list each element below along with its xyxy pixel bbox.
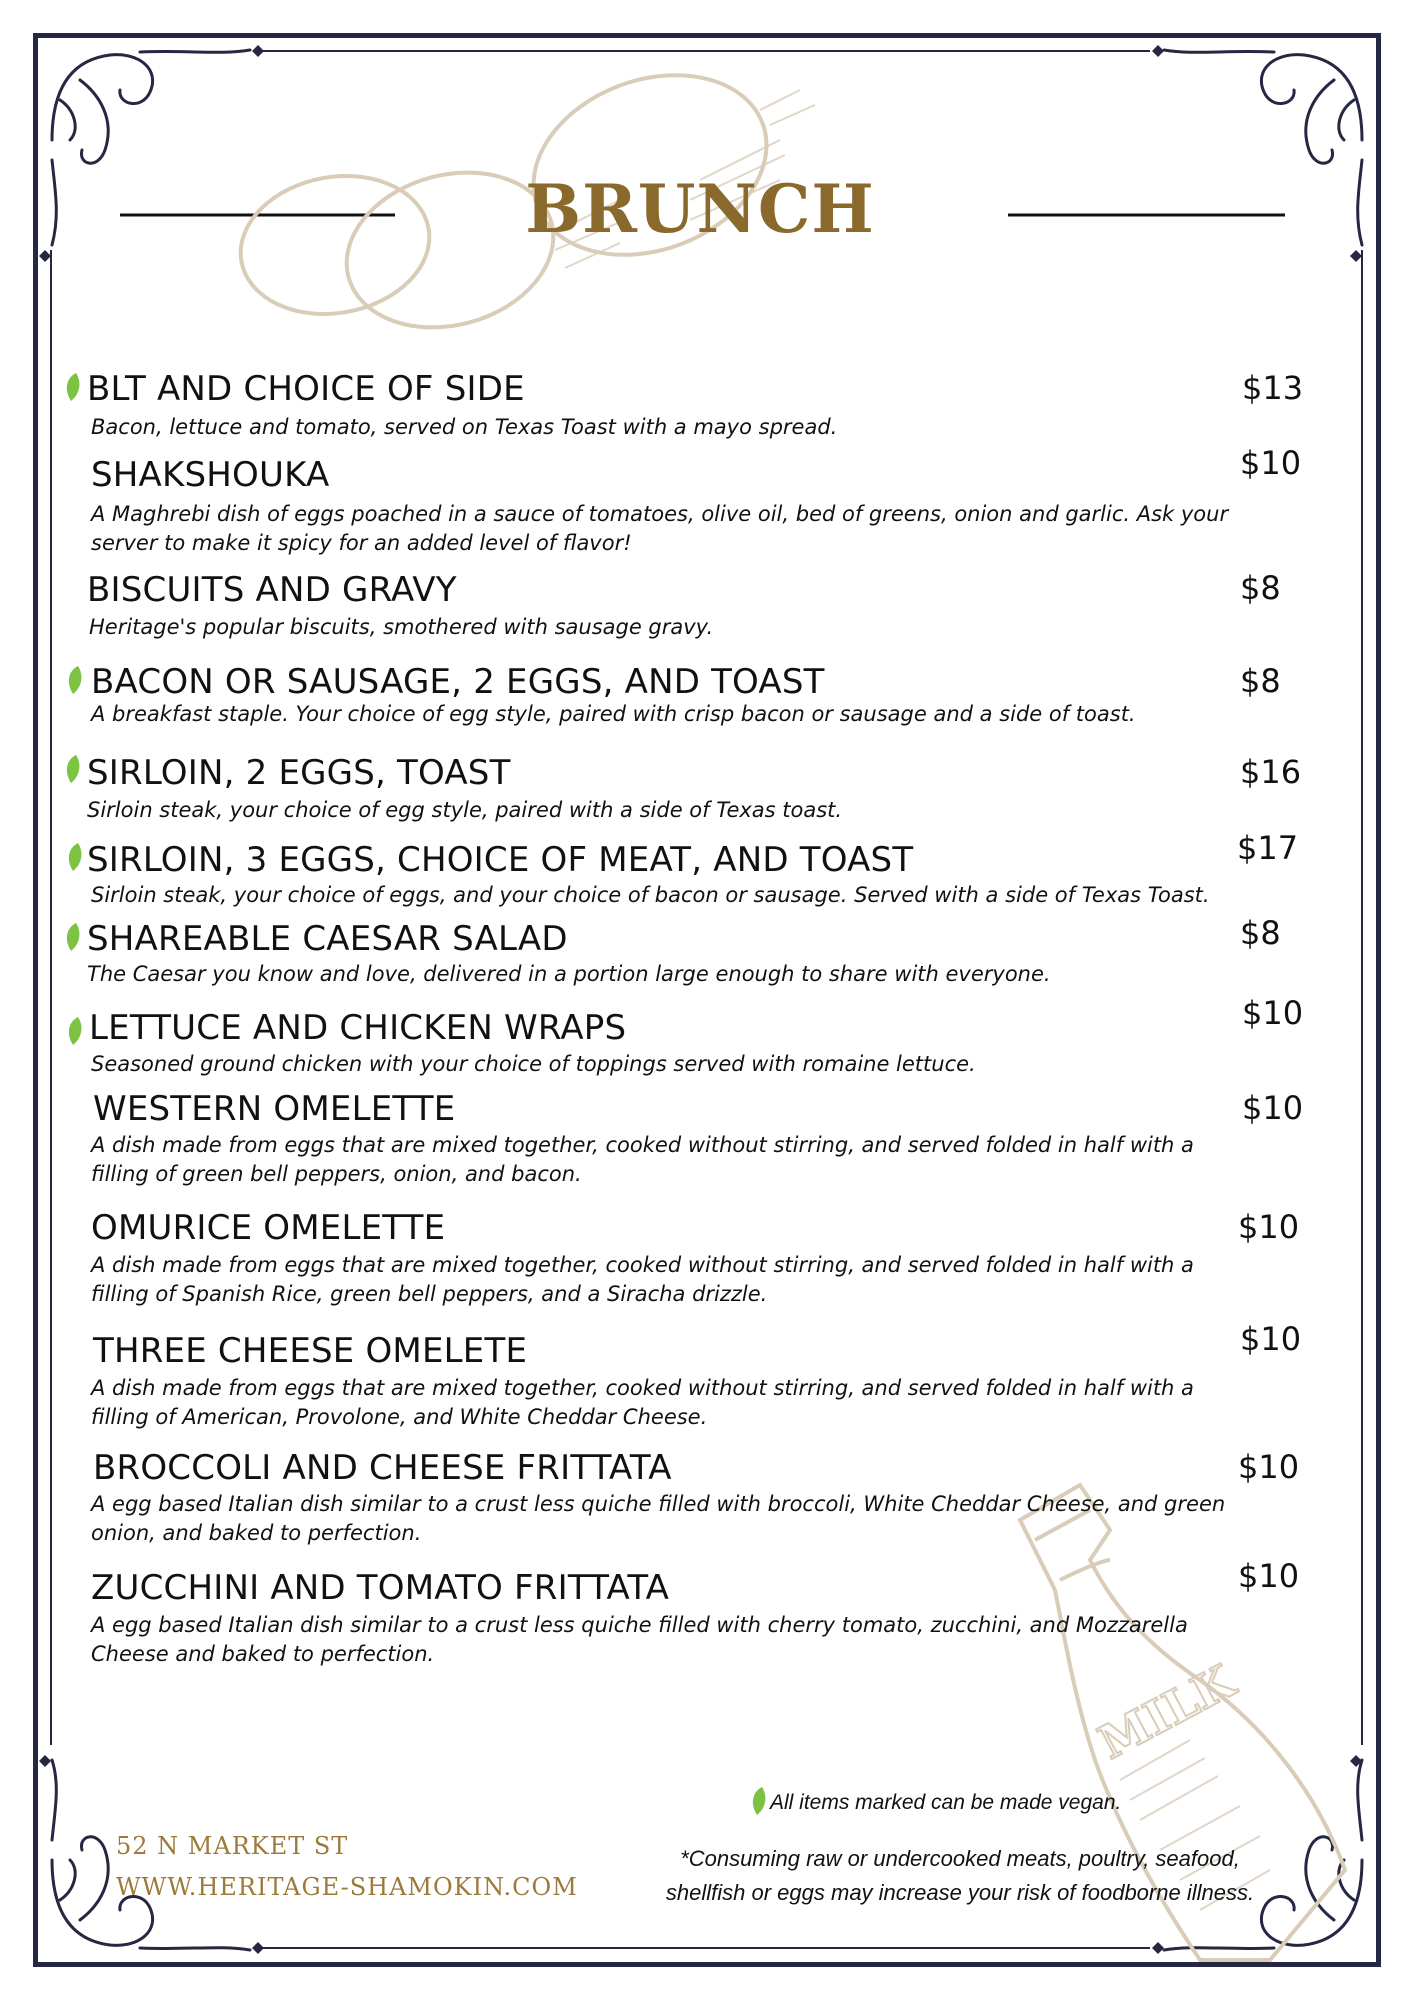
item-description: Sirloin steak, your choice of eggs, and your choice of bacon or sausage. Served with a side of Texas Toast. (91, 883, 1210, 907)
item-name: SIRLOIN, 3 EGGS, CHOICE OF MEAT, AND TOAST (87, 840, 914, 880)
item-price: $8 (1240, 662, 1281, 700)
item-description: Seasoned ground chicken with your choice of toppings served with romaine lettuce. (91, 1052, 976, 1076)
item-name: BACON OR SAUSAGE, 2 EGGS, AND TOAST (91, 662, 825, 702)
item-description: A breakfast staple. Your choice of egg style, paired with crisp bacon or sausage and a side of toast. (91, 702, 1136, 726)
item-name: SIRLOIN, 2 EGGS, TOAST (87, 753, 511, 793)
item-price: $10 (1238, 1448, 1300, 1486)
item-price: $16 (1240, 753, 1302, 791)
item-price: $10 (1238, 1208, 1300, 1246)
leaf-icon (64, 922, 82, 952)
item-price: $10 (1238, 1557, 1300, 1595)
website-link[interactable]: WWW.HERITAGE-SHAMOKIN.COM (116, 1873, 578, 1901)
item-price: $10 (1242, 994, 1304, 1032)
leaf-icon (64, 372, 82, 402)
item-description: Sirloin steak, your choice of egg style, paired with a side of Texas toast. (87, 798, 843, 822)
vegan-note: All items marked can be made vegan. (770, 1791, 1122, 1814)
leaf-icon (750, 1786, 768, 1816)
item-name: LETTUCE AND CHICKEN WRAPS (89, 1008, 627, 1048)
leaf-icon (66, 1016, 84, 1046)
item-description: A egg based Italian dish similar to a crust less quiche filled with broccoli, White Cheddar Cheese, and green onion, and baked to perfection. (91, 1492, 1226, 1545)
item-description: A egg based Italian dish similar to a crust less quiche filled with cherry tomato, zucchini, and Mozzarella Cheese and baked to perfection. (91, 1613, 1188, 1666)
item-description: A dish made from eggs that are mixed together, cooked without stirring, and served folded in half with a filling of American, Provolone, and White Cheddar Cheese. (91, 1376, 1194, 1429)
item-price: $17 (1237, 829, 1299, 867)
leaf-icon (66, 665, 84, 695)
item-name: ZUCCHINI AND TOMATO FRITTATA (91, 1568, 670, 1608)
bottle-label: MILK (1089, 1654, 1243, 1770)
item-name: WESTERN OMELETTE (93, 1089, 456, 1129)
item-name: BLT AND CHOICE OF SIDE (87, 369, 525, 409)
item-price: $10 (1242, 1089, 1304, 1127)
food-safety-warning: *Consuming raw or undercooked meats, poultry, seafood, shellfish or eggs may increase your risk of foodborne illness. (665, 1846, 1255, 1905)
menu-title: BRUNCH (525, 170, 875, 248)
item-name: THREE CHEESE OMELETE (93, 1331, 528, 1371)
item-price: $8 (1240, 914, 1281, 952)
item-description: A dish made from eggs that are mixed together, cooked without stirring, and served folded in half with a filling of green bell peppers, onion, and bacon. (91, 1133, 1194, 1186)
item-description: Heritage's popular biscuits, smothered with sausage gravy. (89, 615, 714, 639)
item-price: $10 (1240, 444, 1302, 482)
item-name: OMURICE OMELETTE (91, 1208, 446, 1248)
item-description: Bacon, lettuce and tomato, served on Texas Toast with a mayo spread. (91, 415, 838, 439)
leaf-icon (64, 754, 82, 784)
item-price: $10 (1240, 1320, 1302, 1358)
item-description: The Caesar you know and love, delivered in a portion large enough to share with everyone. (87, 962, 1051, 986)
item-name: SHAKSHOUKA (91, 455, 330, 495)
item-name: BROCCOLI AND CHEESE FRITTATA (93, 1448, 672, 1488)
item-description: A dish made from eggs that are mixed together, cooked without stirring, and served folded in half with a filling of Spanish Rice, green bell peppers, and a Siracha drizzle. (91, 1253, 1194, 1306)
leaf-icon (66, 842, 84, 872)
item-description: A Maghrebi dish of eggs poached in a sauce of tomatoes, olive oil, bed of greens, onion and garlic. Ask your server to make it spicy for an added level of flavor! (91, 502, 1229, 555)
item-price: $13 (1242, 369, 1304, 407)
outer-border (33, 33, 1381, 1967)
item-price: $8 (1240, 569, 1281, 607)
address: 52 N MARKET ST (116, 1832, 349, 1860)
item-name: SHAREABLE CAESAR SALAD (87, 919, 568, 959)
item-name: BISCUITS AND GRAVY (87, 570, 457, 610)
